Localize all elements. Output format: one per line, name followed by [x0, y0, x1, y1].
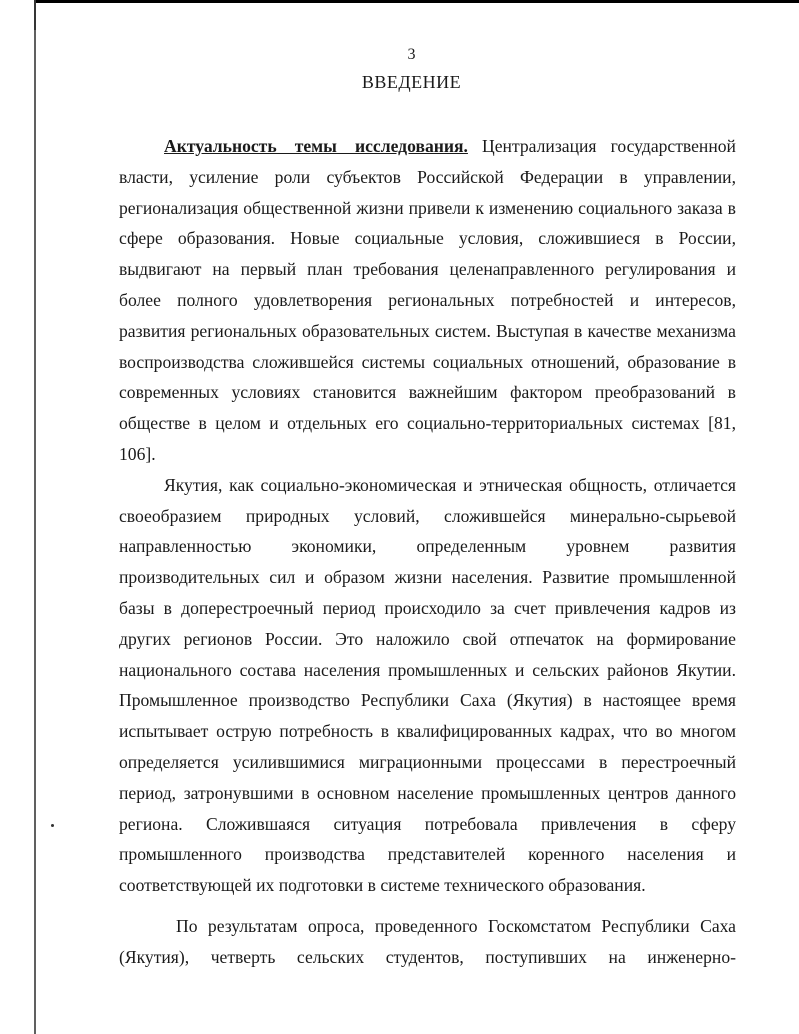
section-heading-relevance: Актуальность темы исследования.	[164, 136, 468, 156]
paragraph-relevance	[119, 131, 736, 470]
paragraph-text: Централизация государственной власти, усиление роли субъектов Российской Федерации в управлении, регионализация общественной жизни привели к изменению социального заказа в сфере образования. Новые социальные условия, сложившиеся в России, выдвигают на первый план требования целенаправленного регулирования и более полного удовлетворения региональных потребностей и интересов, развития региональных образовательных систем. Выступая в качестве механизма воспроизводства сложившейся системы социальных отношений, образование в современных условиях становится важнейшим фактором преобразований в обществе в целом и отдельных его социально-территориальных системах [81, 106].	[119, 136, 736, 464]
paragraph-yakutia	[119, 470, 736, 901]
paragraph-survey	[119, 911, 736, 973]
page-number: 3	[407, 46, 416, 63]
scan-border-left	[34, 0, 36, 1034]
page-title: ВВЕДЕНИЕ	[361, 72, 462, 92]
scan-artifact-dot	[51, 824, 54, 827]
document-body	[119, 131, 736, 973]
paragraph-text: По результатам опроса, проведенного Госкомстатом Республики Саха (Якутия), четверть сельских студентов, поступивших на инженерно-	[119, 915, 736, 967]
scan-border-top	[36, 0, 799, 3]
paragraph-text: Якутия, как социально-экономическая и этническая общность, отличается своеобразием природных условий, сложившейся минерально-сырьевой направленностью экономики, определенным уровнем развития производительных сил и образом жизни населения. Развитие промышленной базы в доперестроечный период происходило за счет привлечения кадров из других регионов России. Это наложило свой отпечаток на формирование национального состава населения промышленных и сельских районов Якутии. Промышленное производство Республики Саха (Якутия) в настоящее время испытывает острую потребность в квалифицированных кадрах, что во многом определяется усилившимися миграционными процессами в перестроечный период, затронувшими в основном население промышленных центров данного региона. Сложившаяся ситуация потребовала привлечения в сферу промышленного производства представителей коренного населения и соответствующей их подготовки в системе технического образования.	[119, 474, 736, 896]
